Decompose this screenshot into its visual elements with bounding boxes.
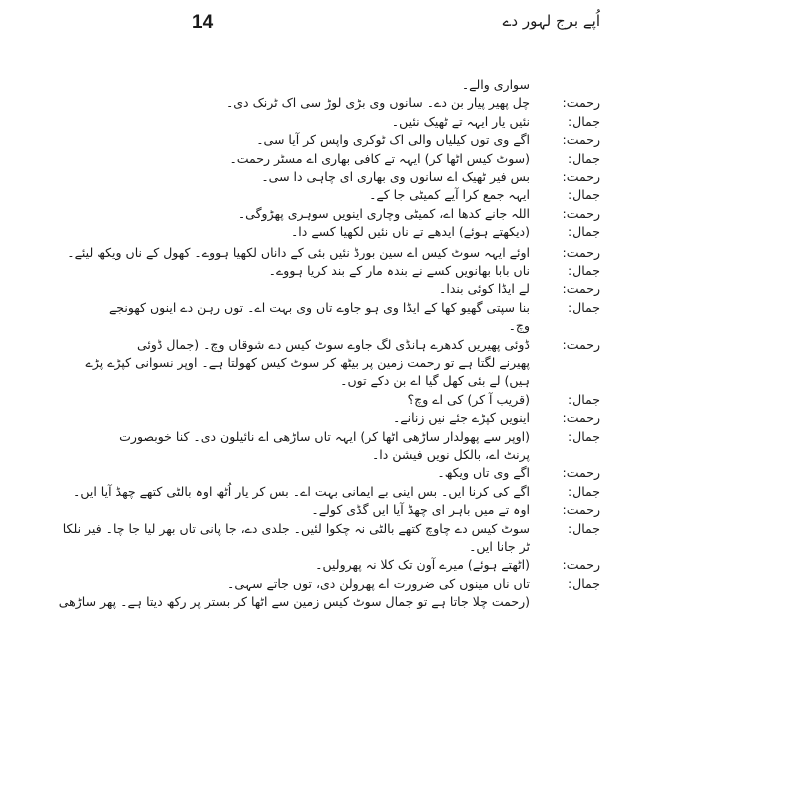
dialogue-line (180, 150, 600, 168)
line-text: اللہ جانے کدھا اے، کمیٹی وچاری اینویں سوہری پھڑوگی۔ (237, 205, 530, 221)
line-text: ناں بابا بھانویں کسے نے بندہ مار کے بند کریا ہووے۔ (268, 263, 530, 278)
speaker-name: رحمت: (562, 169, 600, 184)
speaker-name: جمال: (567, 113, 600, 129)
line-text: اگے وی تاں ویکھ۔ (437, 465, 530, 481)
line-text: سواری والے۔ (461, 77, 530, 92)
dialogue-line (180, 280, 600, 298)
line-text: وچ۔ (508, 318, 530, 334)
line-text: بنا سپتی گھیو کھا کے ایڈا وی ہو جاوے تاں وی بہت اے۔ توں رہن دے اینوں کھونجے (108, 299, 530, 315)
speaker-name: رحمت: (562, 281, 600, 297)
dialogue-line (180, 94, 600, 112)
line-text: اوہ تے میں باہر ای چھڈ آیا ایں گڈی کولے۔ (311, 502, 530, 518)
speaker-name: رحمت: (562, 205, 600, 221)
dialogue-line (180, 464, 600, 482)
line-text: سوٹ کیس دے چاوچ کتھے بالٹی نہ چکوا لئیں۔ جلدی دے، جا پانی تاں بھر لیا جا چا۔ فیر نلکا (62, 520, 530, 536)
line-text: (رحمت چلا جاتا ہے تو جمال سوٹ کیس زمین سے اٹھا کر بستر پر رکھ دیتا ہے۔ پھر ساڑھی (58, 594, 530, 610)
speaker-name: رحمت: (562, 132, 600, 148)
dialogue-line (180, 223, 600, 241)
dialogue-line (180, 446, 600, 464)
dialogue-line (180, 372, 600, 390)
dialogue-line (180, 317, 600, 335)
dialogue-line (136, 336, 600, 354)
line-text: اینویں کپڑے جئے نیں زنانے۔ (392, 410, 530, 426)
line-text: ہیں) لے بئی کھل گیا اے بن دکے توں۔ (340, 373, 530, 389)
dialogue-line (180, 575, 600, 593)
speaker-name: جمال: (567, 299, 600, 315)
dialogue-line (73, 483, 600, 501)
line-text: بس فیر ٹھیک اے سانوں وی بھاری ای چاہی دا سی۔ (261, 169, 530, 184)
line-text: نئیں یار ایہہ تے ٹھیک نئیں۔ (391, 113, 530, 129)
speaker-name: رحمت: (562, 502, 600, 518)
speaker-name: جمال: (567, 520, 600, 536)
speaker-name: جمال: (567, 575, 600, 591)
line-text: ٹر جانا ایں۔ (469, 539, 530, 554)
dialogue-line (180, 409, 600, 427)
line-text: ایہہ جمع کرا آیے کمیٹی جا کے۔ (369, 187, 530, 203)
dialogue-line (180, 556, 600, 574)
dialogue-line (180, 538, 600, 556)
line-text: پھیرنے لگتا ہے تو رحمت زمین پر بیٹھ کر سوٹ کیس کھولتا ہے۔ اوپر نسوانی کپڑے پڑے (85, 355, 530, 370)
line-text: اگے وی توں کیلیاں والی اک ٹوکری واپس کر آیا سی۔ (256, 132, 530, 148)
line-text: ڈوئی پھیریں کدھرے ہانڈی لگ جاوے سوٹ کیس دے شوقاں وچ۔ (جمال ڈوئی (136, 336, 530, 352)
line-text: (سوٹ کیس اٹھا کر) ایہہ تے کافی بھاری اے مسٹر رحمت۔ (229, 150, 530, 166)
dialogue-line (180, 76, 600, 94)
dialogue-line (180, 391, 600, 409)
dialogue-line (108, 299, 600, 317)
speaker-name: جمال: (567, 150, 600, 166)
dialogue-line (180, 186, 600, 204)
speaker-name: رحمت: (562, 244, 600, 260)
speaker-name: جمال: (567, 187, 600, 203)
speaker-name: رحمت: (562, 410, 600, 426)
dialogue-line (58, 593, 600, 611)
dialogue-line (180, 131, 600, 149)
speaker-name: جمال: (567, 483, 600, 499)
dialogue-line (180, 262, 600, 280)
speaker-name: رحمت: (562, 557, 600, 573)
dialogue-line (180, 205, 600, 223)
line-text: تاں ناں مینوں کی ضرورت اے پھرولن دی، توں جاتے سہی۔ (227, 575, 530, 591)
line-text: (دیکھتے ہوئے) ایدھے تے ناں نئیں لکھیا کسے دا۔ (290, 224, 530, 240)
speaker-name: جمال: (567, 391, 600, 407)
page-number: 14 (192, 12, 214, 33)
dialogue-line (180, 501, 600, 519)
speaker-name: رحمت: (562, 465, 600, 481)
line-text: اگے کی کرنا ایں۔ بس اینی بے ایمانی بہت اے۔ بس کر یار اُٹھ اوہ بالٹی کتھے چھڈ آیا ایں۔ (73, 483, 530, 499)
dialogue-line (180, 168, 600, 186)
dialogue-line (180, 113, 600, 131)
line-text: پرنٹ اے، بالکل نویں فیشن دا۔ (371, 447, 530, 462)
dialogue-line (62, 520, 600, 538)
line-text: چل پھیر پیار بن دے۔ سانوں وی بڑی لوڑ سی اک ٹرنک دی۔ (225, 95, 530, 111)
speaker-name: جمال: (567, 428, 600, 444)
dialogue-line (67, 244, 600, 262)
speaker-name: رحمت: (562, 336, 600, 352)
dialogue-line (119, 428, 600, 446)
line-text: لے ایڈا کوئی بندا۔ (439, 281, 530, 297)
line-text: (قریب آ کر) کی اے وچ؟ (407, 391, 530, 407)
speaker-name: رحمت: (562, 95, 600, 111)
speaker-name: جمال: (567, 224, 600, 240)
running-title: اُپے برج لہور دے (502, 12, 600, 30)
speaker-name: جمال: (567, 263, 600, 278)
line-text: (اوپر سے پھولدار ساڑھی اٹھا کر) ایہہ تاں ساڑھی اے نائیلون دی۔ کنا خوبصورت (119, 428, 530, 444)
line-text: اوئے ایہہ سوٹ کیس اے سین بورڈ نئیں بئی کے داناں لکھیا ہووے۔ کھول کے ناں ویکھ لیئے۔ (67, 244, 530, 260)
line-text: (اٹھتے ہوئے) میرے آون تک کلا نہ پھرولیں۔ (315, 557, 530, 573)
dialogue-line (85, 354, 600, 372)
